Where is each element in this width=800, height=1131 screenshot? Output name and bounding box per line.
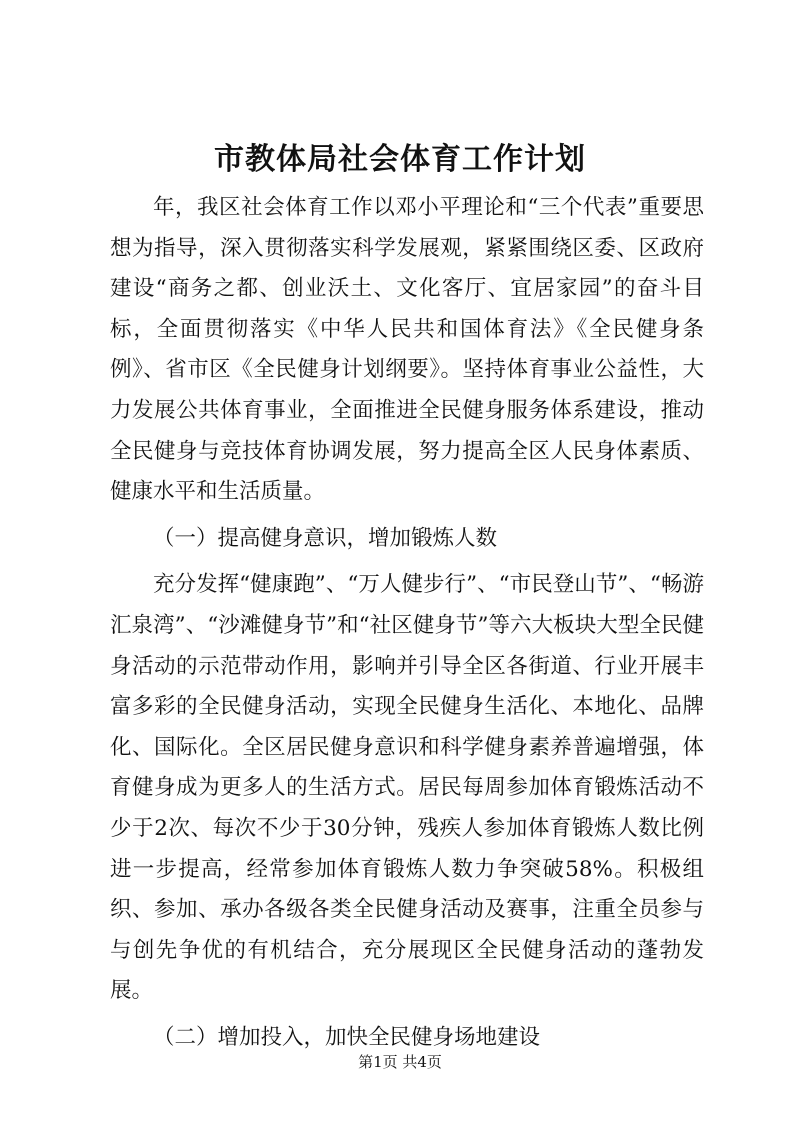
intro-paragraph: 年，我区社会体育工作以邓小平理论和“三个代表”重要思想为指导，深入贯彻落实科学发展观，紧紧围绕区委、区政府建设“商务之都、创业沃土、文化客厅、宜居家园”的奋斗目标，全面贯彻落实《中华人民共和国体育法》《全民健身条例》、省市区《全民健身计划纲要》。坚持体育事业公益性，大力发展公共体育事业，全面推进全民健身服务体系建设，推动全民健身与竞技体育协调发展，努力提高全区人民身体素质、健康水平和生活质量。 — [110, 195, 704, 505]
page-footer: 第1页 共4页 — [358, 1053, 442, 1071]
section-heading-1: （一）提高健身意识，增加锻炼人数 — [153, 525, 498, 551]
document-title: 市教体局社会体育工作计划 — [214, 142, 586, 177]
section-heading-2: （二）增加投入，加快全民健身场地建设 — [153, 1024, 541, 1050]
section-1-paragraph: 充分发挥“健康跑”、“万人健步行”、“市民登山节”、“畅游汇泉湾”、“沙滩健身节”和“社区健身节”等六大板块大型全民健身活动的示范带动作用，影响并引导全区各街道、行业开展丰富多彩的全民健身活动，实现全民健身生活化、本地化、品牌化、国际化。全区居民健身意识和科学健身素养普遍增强，体育健身成为更多人的生活方式。居民每周参加体育锻炼活动不少于2次、每次不少于30分钟，残疾人参加体育锻炼人数比例进一步提高，经常参加体育锻炼人数力争突破58%。积极组织、参加、承办各级各类全民健身活动及赛事，注重全员参与与创先争优的有机结合，充分展现区全民健身活动的蓬勃发展。 — [110, 572, 704, 1004]
document-body — [110, 188, 704, 1064]
